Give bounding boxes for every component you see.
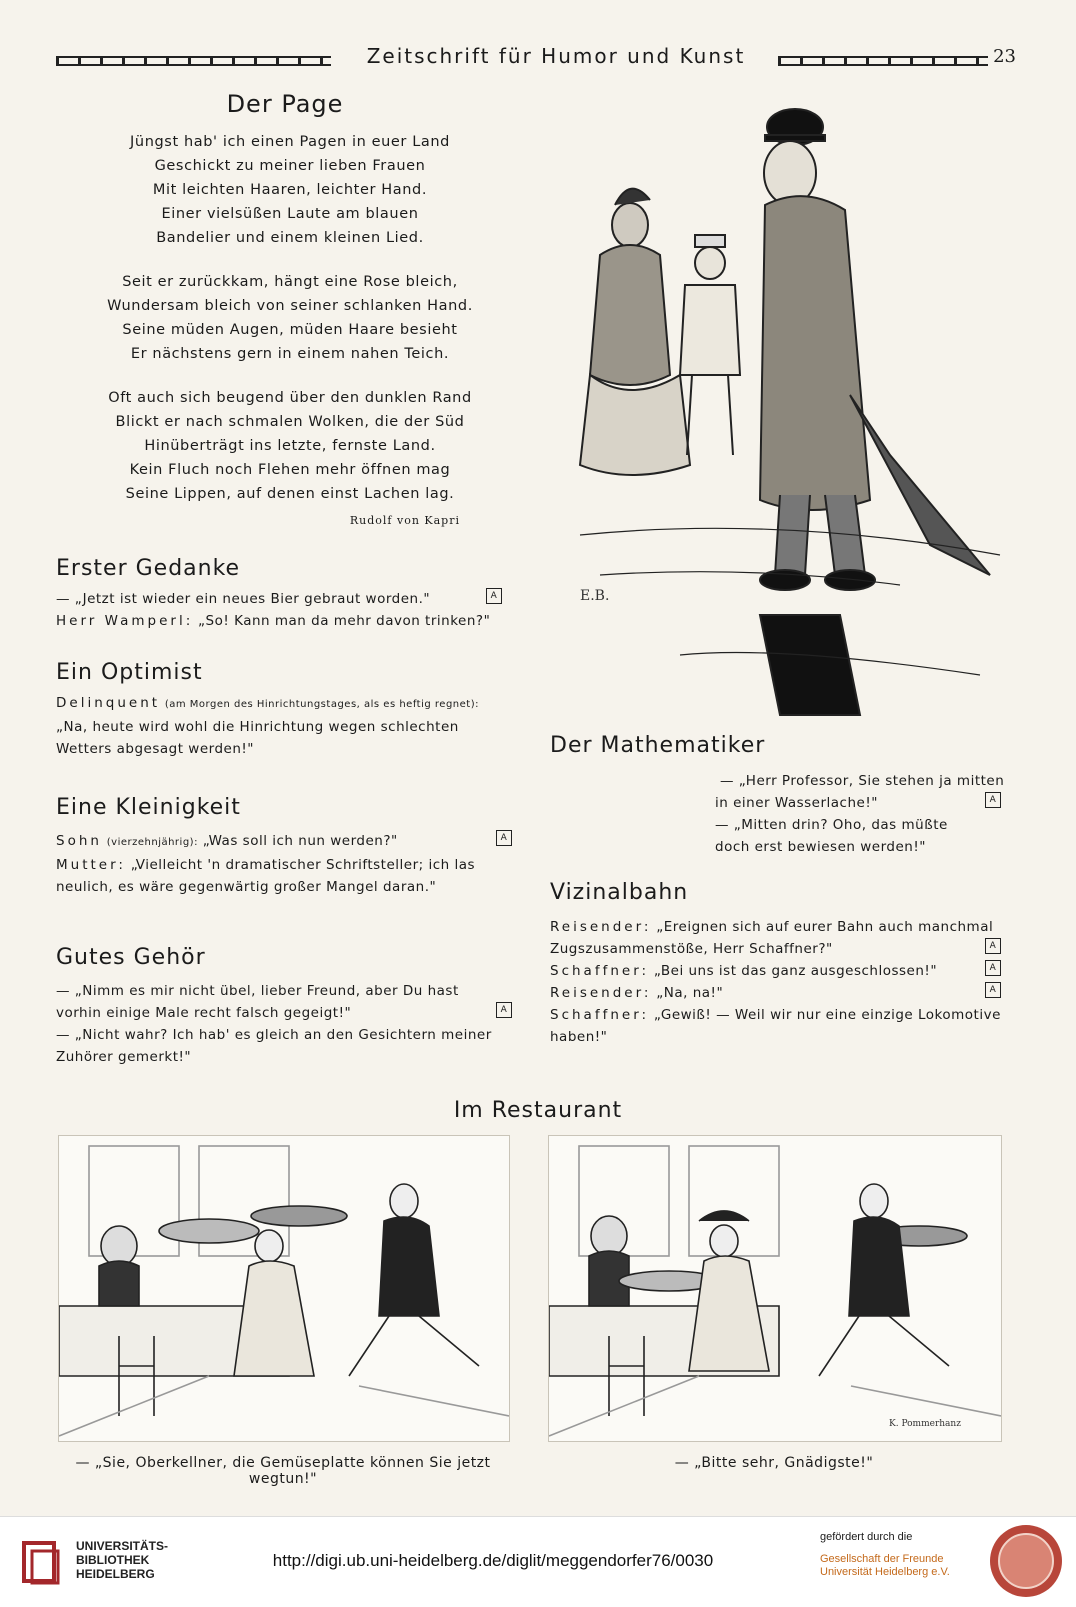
illustration-mathematiker — [560, 95, 1010, 745]
author-mark-icon: A — [985, 792, 1001, 808]
poem-line: Hinüberträgt ins letzte, fernste Land. — [144, 438, 436, 454]
poem-line: Wundersam bleich von seiner schlanken Hand. — [107, 298, 473, 314]
author-mark-icon: A — [496, 830, 512, 846]
dialogue-line: — „Mitten drin? Oho, das müßte — [715, 817, 948, 833]
dialogue-line: „Na, na!" — [656, 985, 724, 1001]
author-mark-icon: A — [486, 588, 502, 604]
gutes-gehoer-text — [56, 980, 516, 1068]
section-title-gutes-gehoer: Gutes Gehör — [56, 945, 206, 970]
poem-line: Mit leichten Haaren, leichter Hand. — [152, 182, 428, 198]
dialogue-line: Zugszusammenstöße, Herr Schaffner?" — [550, 941, 833, 957]
poem-title: Der Page — [226, 90, 344, 118]
page-header — [56, 44, 1016, 74]
dialogue-line: — „Nimm es mir nicht übel, lieber Freund, aber Du hast — [56, 983, 459, 999]
author-mark-icon: A — [496, 1002, 512, 1018]
speaker-name: Sohn — [56, 833, 102, 849]
dialogue-line: — „Jetzt ist wieder ein neues Bier gebraut worden." — [56, 591, 431, 607]
section-title-vizinalbahn: Vizinalbahn — [550, 880, 689, 905]
dialogue-line: „Gewiß! — Weil wir nur eine einzige Lokomotive — [653, 1007, 1001, 1023]
poem-line: Er nächstens gern in einem nahen Teich. — [130, 346, 450, 362]
dialogue-line: vorhin einige Male recht falsch gegeigt!" — [56, 1005, 352, 1021]
stage-note: (vierzehnjährig): — [106, 837, 198, 848]
poem-line: Kein Fluch noch Flehen mehr öffnen mag — [129, 462, 451, 478]
library-name — [76, 1539, 168, 1581]
speaker-name: Reisender: — [550, 919, 652, 935]
sponsor-name-line: Universität Heidelberg e.V. — [820, 1566, 950, 1578]
section-title-optimist: Ein Optimist — [56, 660, 203, 685]
caption-left: — „Sie, Oberkellner, die Gemüseplatte können Sie jetzt wegtun!" — [75, 1455, 491, 1487]
author-mark-icon: A — [985, 982, 1001, 998]
poem-line: Seine Lippen, auf denen einst Lachen lag. — [125, 486, 455, 502]
speaker-name: Delinquent — [56, 695, 161, 711]
mathematician-drawing — [560, 95, 1010, 745]
author-mark-icon: A — [985, 938, 1001, 954]
poem-line: Einer vielsüßen Laute am blauen — [161, 206, 419, 222]
library-name-line: HEIDELBERG — [76, 1567, 155, 1581]
sponsor-name-line: Gesellschaft der Freunde — [820, 1553, 944, 1565]
dialogue-line: — „Nicht wahr? Ich hab' es gleich an den Gesichtern meiner — [56, 1027, 492, 1043]
kleinigkeit-text — [56, 830, 516, 898]
library-name-line: BIBLIOTHEK — [76, 1553, 150, 1567]
restaurant-drawing-left — [59, 1136, 509, 1441]
caption-right: — „Bitte sehr, Gnädigste!" — [674, 1455, 874, 1471]
poem-line: Jüngst hab' ich einen Pagen in euer Land — [130, 134, 450, 150]
dialogue-line: haben!" — [550, 1029, 608, 1045]
dialogue-line: Zuhörer gemerkt!" — [56, 1049, 192, 1065]
library-logo-icon — [20, 1537, 64, 1587]
poem-line: Bandelier und einem kleinen Lied. — [156, 230, 424, 246]
sponsor-name — [820, 1553, 970, 1579]
poem-stanza-2 — [60, 270, 520, 366]
university-seal-icon — [990, 1525, 1062, 1597]
dialogue-line: Wetters abgesagt werden!" — [56, 741, 255, 757]
poem-line: Seine müden Augen, müden Haare besieht — [122, 322, 458, 338]
dialogue-line: „Bei uns ist das ganz ausgeschlossen!" — [653, 963, 938, 979]
dialogue-line: „Ereignen sich auf eurer Bahn auch manchmal — [656, 919, 994, 935]
poem-line: Blickt er nach schmalen Wolken, die der Süd — [115, 414, 465, 430]
section-title-restaurant: Im Restaurant — [453, 1098, 623, 1123]
section-title-erster-gedanke: Erster Gedanke — [56, 556, 241, 581]
restaurant-drawing-right — [549, 1136, 1001, 1441]
optimist-text — [56, 692, 516, 760]
mathematiker-text — [550, 770, 1005, 858]
dialogue-line: „Vielleicht 'n dramatischer Schriftsteller; ich las — [130, 857, 476, 873]
speaker-name: Herr Wamperl: — [56, 613, 194, 629]
dialogue-line: „Was soll ich nun werden?" — [202, 833, 398, 849]
poem-line: Seit er zurückkam, hängt eine Rose bleich, — [122, 274, 458, 290]
poem-line: Geschickt zu meiner lieben Frauen — [154, 158, 426, 174]
poem-stanza-3 — [60, 386, 520, 506]
dialogue-line: — „Herr Professor, Sie stehen ja mitten — [720, 773, 1005, 789]
header-title: Zeitschrift für Humor und Kunst — [366, 44, 746, 68]
sponsor-block — [820, 1531, 970, 1579]
page-number: 23 — [993, 46, 1016, 67]
library-footer — [0, 1516, 1076, 1607]
illustration-initials: E.B. — [580, 588, 610, 604]
speaker-name: Schaffner: — [550, 963, 650, 979]
erster-gedanke-text — [56, 588, 506, 632]
speaker-name: Schaffner: — [550, 1007, 650, 1023]
restaurant-panel-left — [58, 1135, 510, 1442]
poem-author: Rudolf von Kapri — [349, 514, 460, 527]
sponsor-label: gefördert durch die — [820, 1531, 913, 1543]
poem-text — [60, 130, 520, 526]
section-title-kleinigkeit: Eine Kleinigkeit — [56, 795, 241, 820]
library-name-line: UNIVERSITÄTS- — [76, 1539, 169, 1553]
stage-note: (am Morgen des Hinrichtungstages, als es heftig regnet): — [164, 699, 479, 710]
speaker-name: Mutter: — [56, 857, 126, 873]
restaurant-panel-right — [548, 1135, 1002, 1442]
chain-ornament-right — [778, 56, 988, 66]
dialogue-line: „Na, heute wird wohl die Hinrichtung wegen schlechten — [56, 719, 459, 735]
dialogue-line: doch erst bewiesen werden!" — [715, 839, 926, 855]
vizinalbahn-text — [550, 916, 1005, 1048]
chain-ornament-left — [56, 56, 331, 66]
dialogue-line: in einer Wasserlache!" — [715, 795, 878, 811]
poem-line: Oft auch sich beugend über den dunklen Rand — [108, 390, 472, 406]
author-mark-icon: A — [985, 960, 1001, 976]
poem-stanza-1 — [60, 130, 520, 250]
dialogue-line: neulich, es wäre gegenwärtig großer Mangel daran." — [56, 879, 437, 895]
section-title-mathematiker: Der Mathematiker — [550, 733, 766, 758]
dialogue-line: „So! Kann man da mehr davon trinken?" — [198, 613, 491, 629]
speaker-name: Reisender: — [550, 985, 652, 1001]
permalink-url[interactable]: http://digi.ub.uni-heidelberg.de/diglit/meggendorfer76/0030 — [272, 1551, 714, 1570]
artist-signature: K. Pommerhanz — [889, 1419, 961, 1429]
